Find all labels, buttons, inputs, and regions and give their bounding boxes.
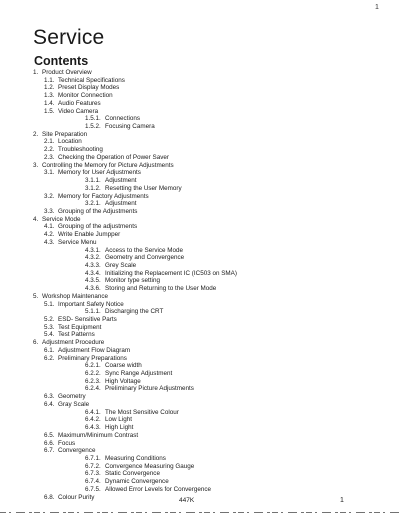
toc-entry-title: Grey Scale <box>105 261 137 269</box>
toc-entry-level-1 <box>0 193 400 201</box>
toc-entry-number: 3.3. <box>44 207 55 215</box>
toc-entry-number: 4.1. <box>44 223 55 231</box>
toc-entry-level-1 <box>0 401 400 409</box>
toc-entry-title: Adjustment Procedure <box>42 339 105 347</box>
toc-entry-level-0 <box>0 131 400 139</box>
toc-entry-number: 6.2.1. <box>85 362 101 370</box>
toc-entry-title: Adjustment <box>105 177 137 185</box>
page-title: Service <box>33 26 105 49</box>
toc-entry-title: Geometry <box>58 393 86 401</box>
toc-entry-title: Grouping of the Adjustments <box>58 207 138 215</box>
toc-entry-level-1 <box>0 331 400 339</box>
toc-entry-title: Discharging the CRT <box>105 308 164 316</box>
toc-entry-number: 6.4.3. <box>85 424 101 432</box>
toc-entry-level-2 <box>0 185 400 193</box>
toc-entry-level-2 <box>0 115 400 123</box>
toc-entry-title: Preset Display Modes <box>58 84 120 92</box>
toc-entry-title: High Light <box>105 424 134 432</box>
toc-entry-level-1 <box>0 447 400 455</box>
toc-entry-title: Preliminary Preparations <box>58 354 127 362</box>
toc-entry-level-2 <box>0 370 400 378</box>
toc-entry-number: 4.3.2. <box>85 254 101 262</box>
toc-entry-title: Resetting the User Memory <box>105 184 182 192</box>
toc-entry-number: 6.2.4. <box>85 385 101 393</box>
contents-heading: Contents <box>34 54 89 68</box>
toc-entry-level-1 <box>0 301 400 309</box>
toc-entry-title: Connections <box>105 115 141 123</box>
toc-entry-level-0 <box>0 216 400 224</box>
toc-entry-level-2 <box>0 378 400 386</box>
toc-entry-number: 6.2.3. <box>85 377 101 385</box>
toc-entry-number: 6.7.2. <box>85 462 101 470</box>
toc-entry-title: Static Convergence <box>105 470 160 478</box>
toc-entry-title: Technical Specifications <box>58 76 125 84</box>
toc-entry-title: Initializing the Replacement IC (IC503 on SMA) <box>105 269 237 277</box>
toc-entry-level-1 <box>0 432 400 440</box>
toc-entry-level-1 <box>0 324 400 332</box>
toc-entry-title: Workshop Maintenance <box>42 292 109 300</box>
toc-entry-level-2 <box>0 486 400 494</box>
toc-entry-number: 6.4. <box>44 400 55 408</box>
toc-entry-number: 4.3.4. <box>85 269 101 277</box>
toc-entry-level-0 <box>0 339 400 347</box>
toc-entry-level-1 <box>0 393 400 401</box>
toc-entry-level-1 <box>0 169 400 177</box>
toc-entry-number: 6.4.1. <box>85 408 101 416</box>
toc-entry-number: 6.2. <box>44 354 55 362</box>
toc-entry-level-2 <box>0 247 400 255</box>
toc-entry-level-2 <box>0 262 400 270</box>
toc-entry-level-2 <box>0 409 400 417</box>
toc-entry-title: Controlling the Memory for Picture Adjustments <box>42 161 174 169</box>
toc-entry-title: Focus <box>58 439 76 447</box>
toc-entry-number: 1.5.1. <box>85 115 101 123</box>
toc-entry-title: Video Camera <box>58 107 99 115</box>
toc-entry-number: 3.2.1. <box>85 200 101 208</box>
toc-entry-level-2 <box>0 455 400 463</box>
table-of-contents <box>0 69 400 501</box>
toc-entry-title: Checking the Operation of Power Saver <box>58 153 169 161</box>
toc-entry-title: Adjustment <box>105 200 137 208</box>
toc-entry-number: 4.3.6. <box>85 285 101 293</box>
footer-doc-code: 447K <box>179 497 195 504</box>
scan-artifact-line <box>0 511 400 514</box>
toc-entry-title: Location <box>58 138 82 146</box>
toc-entry-level-2 <box>0 385 400 393</box>
toc-entry-level-1 <box>0 208 400 216</box>
toc-entry-number: 3.2. <box>44 192 55 200</box>
toc-entry-level-1 <box>0 223 400 231</box>
toc-entry-level-2 <box>0 177 400 185</box>
footer-page-number: 1 <box>340 497 344 504</box>
toc-entry-number: 5.1. <box>44 300 55 308</box>
toc-entry-level-2 <box>0 362 400 370</box>
toc-entry-number: 6.4.2. <box>85 416 101 424</box>
toc-entry-number: 1.1. <box>44 76 55 84</box>
toc-entry-number: 3.1.2. <box>85 184 101 192</box>
toc-entry-level-2 <box>0 424 400 432</box>
toc-entry-number: 5.1.1. <box>85 308 101 316</box>
toc-entry-level-1 <box>0 108 400 116</box>
toc-entry-title: ESD- Sensitive Parts <box>58 316 117 323</box>
toc-entry-number: 4.3.3. <box>85 261 101 269</box>
toc-entry-number: 4.2. <box>44 231 55 239</box>
toc-entry-level-1 <box>0 316 400 324</box>
toc-entry-level-1 <box>0 138 400 146</box>
toc-entry-level-1 <box>0 231 400 239</box>
toc-entry-level-2 <box>0 416 400 424</box>
corner-mark: 1 <box>375 4 379 11</box>
toc-entry-level-1 <box>0 347 400 355</box>
toc-entry-number: 6.7.1. <box>85 454 101 462</box>
toc-entry-title: The Most Sensitive Colour <box>105 408 179 416</box>
toc-entry-number: 1. <box>33 69 39 76</box>
toc-entry-level-2 <box>0 200 400 208</box>
toc-entry-number: 2.3. <box>44 153 55 161</box>
toc-entry-title: Geometry and Convergence <box>105 254 185 262</box>
toc-entry-number: 6.7.5. <box>85 485 101 493</box>
toc-entry-number: 4. <box>33 215 39 223</box>
toc-entry-number: 6. <box>33 339 39 347</box>
toc-entry-number: 5.4. <box>44 331 55 339</box>
toc-entry-title: Write Enable Jumpper <box>58 231 121 239</box>
toc-entry-level-0 <box>0 293 400 301</box>
toc-entry-title: Convergence Measuring Gauge <box>105 462 195 470</box>
toc-entry-number: 2.2. <box>44 146 55 154</box>
toc-entry-title: Access to the Service Mode <box>105 246 184 254</box>
toc-entry-number: 1.2. <box>44 84 55 92</box>
toc-entry-level-1 <box>0 77 400 85</box>
toc-entry-level-2 <box>0 277 400 285</box>
toc-entry-number: 5.3. <box>44 323 55 331</box>
toc-entry-title: Site Preparation <box>42 130 88 138</box>
toc-entry-number: 6.6. <box>44 439 55 447</box>
toc-entry-number: 1.5.2. <box>85 123 101 131</box>
toc-entry-level-1 <box>0 154 400 162</box>
toc-entry-title: Sync Range Adjustment <box>105 370 173 378</box>
toc-entry-number: 4.3.1. <box>85 246 101 254</box>
toc-entry-title: Allowed Error Levels for Convergence <box>105 485 212 493</box>
toc-entry-title: Monitor Connection <box>58 92 113 100</box>
toc-entry-number: 3. <box>33 161 39 169</box>
toc-entry-number: 6.3. <box>44 393 55 401</box>
toc-entry-number: 1.3. <box>44 92 55 100</box>
toc-entry-level-0 <box>0 162 400 170</box>
toc-entry-title: High Voltage <box>105 377 141 385</box>
toc-entry-number: 3.1. <box>44 169 55 177</box>
toc-entry-level-1 <box>0 84 400 92</box>
toc-entry-title: Dynamic Convergence <box>105 478 169 486</box>
toc-entry-level-2 <box>0 285 400 293</box>
toc-entry-title: Monitor type setting <box>105 277 160 285</box>
toc-entry-title: Colour Purity <box>58 493 95 501</box>
toc-entry-number: 2. <box>33 130 39 138</box>
toc-entry-level-1 <box>0 100 400 108</box>
toc-entry-title: Test Equipment <box>58 323 102 331</box>
toc-entry-title: Preliminary Picture Adjustments <box>105 385 194 393</box>
toc-entry-number: 6.7.3. <box>85 470 101 478</box>
toc-entry-number: 5. <box>33 292 39 300</box>
toc-entry-title: Service Mode <box>42 215 81 223</box>
toc-entry-number: 6.8. <box>44 493 55 501</box>
toc-entry-title: Memory for Factory Adjustments <box>58 192 149 200</box>
toc-entry-number: 4.3.5. <box>85 277 101 285</box>
toc-entry-number: 3.1.1. <box>85 177 101 185</box>
toc-entry-number: 1.4. <box>44 99 55 107</box>
toc-entry-number: 6.7.4. <box>85 478 101 486</box>
toc-entry-number: 6.5. <box>44 431 55 439</box>
toc-entry-title: Measuring Conditions <box>105 454 166 462</box>
toc-entry-title: Gray Scale <box>58 400 90 408</box>
toc-entry-title: Low Light <box>105 416 132 424</box>
toc-entry-title: Coarse width <box>105 362 142 370</box>
toc-entry-title: Product Overview <box>42 69 92 76</box>
toc-entry-title: Convergence <box>58 447 96 455</box>
toc-entry-title: Audio Features <box>58 99 101 107</box>
toc-entry-level-0 <box>0 69 400 77</box>
toc-entry-level-2 <box>0 270 400 278</box>
toc-entry-level-2 <box>0 478 400 486</box>
toc-entry-title: Adjustment Flow Diagram <box>58 346 131 354</box>
toc-entry-level-2 <box>0 463 400 471</box>
toc-entry-title: Test Patterns <box>58 331 95 339</box>
toc-entry-level-2 <box>0 254 400 262</box>
toc-entry-title: Troubleshooting <box>58 146 103 154</box>
toc-entry-level-1 <box>0 355 400 363</box>
toc-entry-title: Important Safety Notice <box>58 300 124 308</box>
toc-entry-number: 6.2.2. <box>85 370 101 378</box>
toc-entry-level-2 <box>0 470 400 478</box>
toc-entry-level-1 <box>0 239 400 247</box>
toc-entry-number: 6.1. <box>44 346 55 354</box>
toc-entry-title: Storing and Returning to the User Mode <box>105 285 217 293</box>
toc-entry-title: Service Menu <box>58 238 97 246</box>
toc-entry-title: Memory for User Adjustments <box>58 169 141 177</box>
toc-entry-number: 4.3. <box>44 238 55 246</box>
toc-entry-number: 2.1. <box>44 138 55 146</box>
toc-entry-level-1 <box>0 92 400 100</box>
toc-entry-number: 1.5. <box>44 107 55 115</box>
toc-entry-title: Maximum/Minimum Contrast <box>58 431 139 439</box>
toc-entry-title: Focusing Camera <box>105 123 155 131</box>
toc-entry-title: Grouping of the adjustments <box>58 223 138 231</box>
toc-entry-number: 5.2. <box>44 316 55 323</box>
toc-entry-level-2 <box>0 308 400 316</box>
toc-entry-level-1 <box>0 146 400 154</box>
toc-entry-number: 6.7. <box>44 447 55 455</box>
toc-entry-level-1 <box>0 440 400 448</box>
toc-entry-level-2 <box>0 123 400 131</box>
